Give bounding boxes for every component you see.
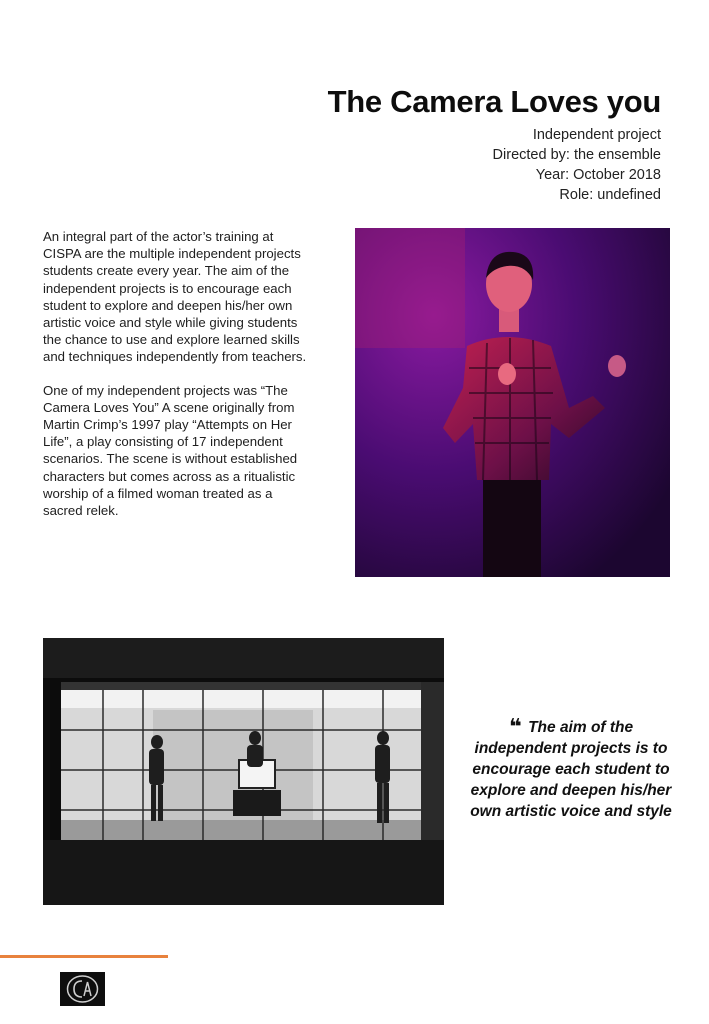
body-text (43, 228, 311, 535)
performer-photo-illustration (355, 228, 670, 577)
cispa-logo-mark (60, 972, 105, 1006)
quote-mark-icon: ❝ (508, 714, 522, 739)
pull-quote (466, 716, 676, 822)
ensemble-photo (43, 638, 444, 905)
paragraph-project: One of my independent projects was “The Camera Loves You” A scene originally from Martin Crimp’s 1997 play “Attempts on Her Life”, a play consisting of 17 independent scenarios. The scene is without established characters but comes across as a ritualistic worship of a filmed woman treated as a sacred relek. (43, 382, 298, 519)
project-role: Role: undefined (559, 187, 661, 203)
quote-text: The aim of the independent projects is to encourage each student to explore and deepen his/her own artistic voice and style (470, 719, 672, 820)
ensemble-photo-illustration (43, 638, 444, 905)
cispa-logo (60, 972, 105, 1006)
project-type: Independent project (532, 127, 661, 143)
project-director: Directed by: the ensemble (492, 147, 661, 163)
performer-photo (355, 228, 670, 577)
page-title: The Camera Loves you (327, 84, 661, 119)
paragraph-intro: An integral part of the actor’s training at CISPA are the multiple independent projects students create every year. The aim of the independent projects is to encourage each student to explore and deepen his/her own artistic voice and style while giving students the chance to use and explore learned skills and techniques independently from teachers. (43, 229, 307, 365)
project-meta (493, 125, 661, 205)
footer-accent-rule (0, 955, 168, 958)
project-year: Year: October 2018 (535, 167, 661, 183)
